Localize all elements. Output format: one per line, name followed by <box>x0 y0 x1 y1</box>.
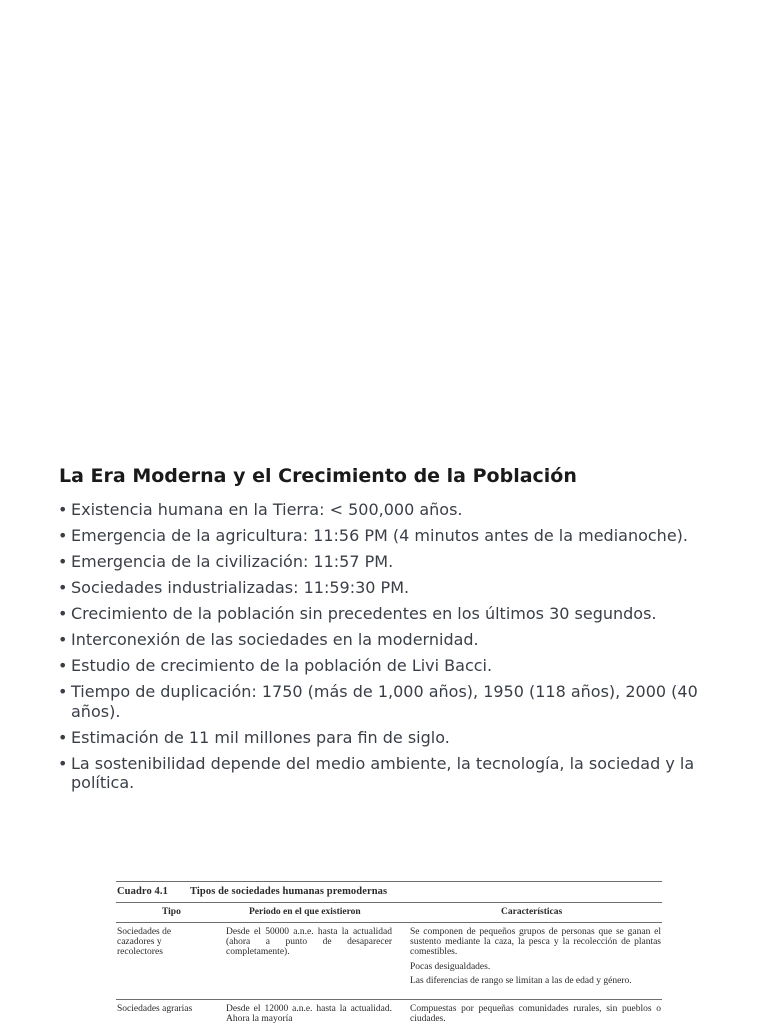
bullet-list <box>58 500 708 799</box>
caracteristica-text: Las diferencias de rango se limitan a las de edad y género. <box>410 975 632 986</box>
table-cell-periodo: Desde el 12000 a.n.e. hasta la actualidad. Ahora la mayoría <box>226 1004 392 1024</box>
bullet-marker: • <box>58 630 68 649</box>
bullet-item <box>58 500 708 520</box>
bullet-item <box>58 552 708 572</box>
table-header-bottom-rule <box>116 922 662 923</box>
table-header-top-rule <box>116 902 662 903</box>
bullet-text: Tiempo de duplicación: 1750 (más de 1,000 años), 1950 (118 años), 2000 (40 años). <box>71 682 698 721</box>
bullet-item <box>58 656 708 676</box>
caracteristica-text: Se componen de pequeños grupos de personas que se ganan el sustento mediante la caza, la pesca y la recolección de plantas comestibles. <box>410 927 661 958</box>
bullet-item <box>58 754 708 793</box>
table-caption-title: Tipos de sociedades humanas premodernas <box>189 886 388 897</box>
column-header-tipo: Tipo <box>162 907 181 917</box>
bullet-text: Existencia humana en la Tierra: < 500,000 años. <box>71 500 463 519</box>
table-cell-caracteristicas <box>410 927 661 990</box>
bullet-text: Interconexión de las sociedades en la modernidad. <box>71 630 479 649</box>
caracteristica-text: Pocas desigualdades. <box>410 961 491 972</box>
table-cell-periodo: Desde el 50000 a.n.e. hasta la actualidad (ahora a punto de desaparecer completamente). <box>226 927 392 958</box>
table-cell-tipo: Sociedades de cazadores y recolectores <box>117 927 172 958</box>
bullet-marker: • <box>58 552 68 571</box>
scanned-table <box>116 879 662 1024</box>
bullet-text: Crecimiento de la población sin precedentes en los últimos 30 segundos. <box>71 604 657 623</box>
bullet-item <box>58 682 708 721</box>
table-row-divider <box>116 999 662 1000</box>
bullet-text: Emergencia de la civilización: 11:57 PM. <box>71 552 394 571</box>
bullet-text: Estudio de crecimiento de la población de Livi Bacci. <box>71 656 493 675</box>
bullet-item <box>58 728 708 748</box>
bullet-text: Sociedades industrializadas: 11:59:30 PM. <box>71 578 410 597</box>
bullet-marker: • <box>58 656 68 675</box>
bullet-item <box>58 526 708 546</box>
table-cell-caracteristicas <box>410 1004 661 1024</box>
slide-title: La Era Moderna y el Crecimiento de la Población <box>59 465 577 487</box>
bullet-item <box>58 630 708 650</box>
bullet-text: La sostenibilidad depende del medio ambiente, la tecnología, la sociedad y la política. <box>71 753 695 792</box>
bullet-marker: • <box>58 500 68 519</box>
column-header-caracteristicas: Características <box>501 907 563 917</box>
bullet-marker: • <box>58 753 68 773</box>
table-cell-tipo: Sociedades agrarias <box>117 1004 193 1014</box>
table-caption-number: Cuadro 4.1 <box>117 886 168 897</box>
column-header-periodo: Periodo en el que existieron <box>249 907 361 917</box>
table-caption <box>117 886 387 897</box>
bullet-item <box>58 604 708 624</box>
bullet-marker: • <box>58 604 68 623</box>
bullet-marker: • <box>58 682 68 701</box>
bullet-marker: • <box>58 727 68 747</box>
caracteristica-text: Compuestas por pequeñas comunidades rurales, sin pueblos o ciudades. <box>410 1004 661 1024</box>
bullet-item <box>58 578 708 598</box>
table-top-rule <box>116 881 662 882</box>
bullet-marker: • <box>58 526 68 545</box>
bullet-text: Emergencia de la agricultura: 11:56 PM (4 minutos antes de la medianoche). <box>71 526 688 545</box>
bullet-marker: • <box>58 578 68 597</box>
bullet-text: Estimación de 11 mil millones para fin de siglo. <box>71 727 450 747</box>
